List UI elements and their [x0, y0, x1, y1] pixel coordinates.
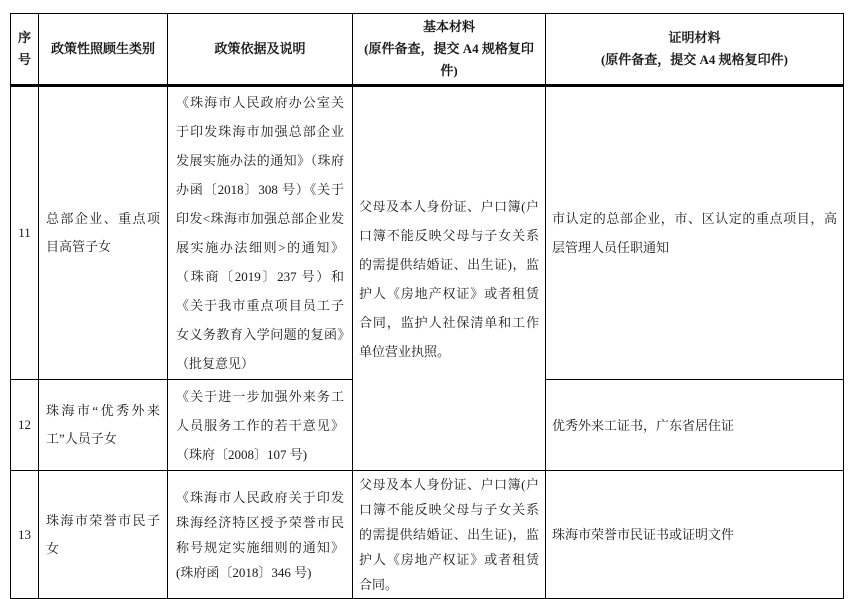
basic-materials-subtitle: (原件备查，提交 A4 规格复印件): [364, 41, 534, 78]
header-cell-policy-basis: 政策依据及说明: [168, 14, 353, 86]
cell-policy-basis: 《关于进一步加强外来务工人员服务工作的若干意见》（珠府〔2008〕107 号): [168, 380, 353, 471]
cell-serial-number: 11: [11, 86, 39, 380]
cell-proof-materials: 珠海市荣誉市民证书或证明文件: [546, 471, 844, 599]
proof-materials-title: 证明材料: [668, 30, 721, 45]
table-row: [11, 471, 844, 599]
cell-category: 珠海市“优秀外来工”人员子女: [39, 380, 168, 471]
cell-basic-materials: 父母及本人身份证、户口簿(户口簿不能反映父母与子女关系的需提供结婚证、出生证)，监护人《房地产权证》或者租赁合同，监护人社保清单和工作单位营业执照。: [353, 86, 546, 471]
policy-students-table: [10, 13, 844, 599]
cell-serial-number: 12: [11, 380, 39, 471]
cell-proof-materials: 优秀外来工证书，广东省居住证: [546, 380, 844, 471]
cell-category: 珠海市荣誉市民子女: [39, 471, 168, 599]
cell-category: 总部企业、重点项目高管子女: [39, 86, 168, 380]
cell-policy-basis: 《珠海市人民政府办公室关于印发珠海市加强总部企业发展实施办法的通知》（珠府办函〔2018〕308 号）《关于印发<珠海市加强总部企业发展实施办法细则>的通知》（珠商〔2019〕237 号）和《关于我市重点项目员工子女义务教育入学问题的复函》（批复意见）: [168, 86, 353, 380]
basic-materials-title: 基本材料: [422, 19, 475, 34]
header-cell-proof-materials: [546, 14, 844, 86]
proof-materials-subtitle: (原件备查，提交 A4 规格复印件): [600, 52, 789, 67]
header-cell-serial-number: 序号: [11, 14, 39, 86]
header-cell-category: 政策性照顾生类别: [39, 14, 168, 86]
header-cell-basic-materials: [353, 14, 546, 86]
policy-students-table-container: [10, 13, 844, 599]
cell-serial-number: 13: [11, 471, 39, 599]
table-row: [11, 86, 844, 380]
cell-proof-materials: 市认定的总部企业，市、区认定的重点项目，高层管理人员任职通知: [546, 86, 844, 380]
table-header-row: [11, 14, 844, 86]
cell-policy-basis: 《珠海市人民政府关于印发珠海经济特区授予荣誉市民称号规定实施细则的通知》(珠府函〔2018〕346 号): [168, 471, 353, 599]
cell-basic-materials: 父母及本人身份证、户口簿(户口簿不能反映父母与子女关系的需提供结婚证、出生证)，监护人《房地产权证》或者租赁合同。: [353, 471, 546, 599]
